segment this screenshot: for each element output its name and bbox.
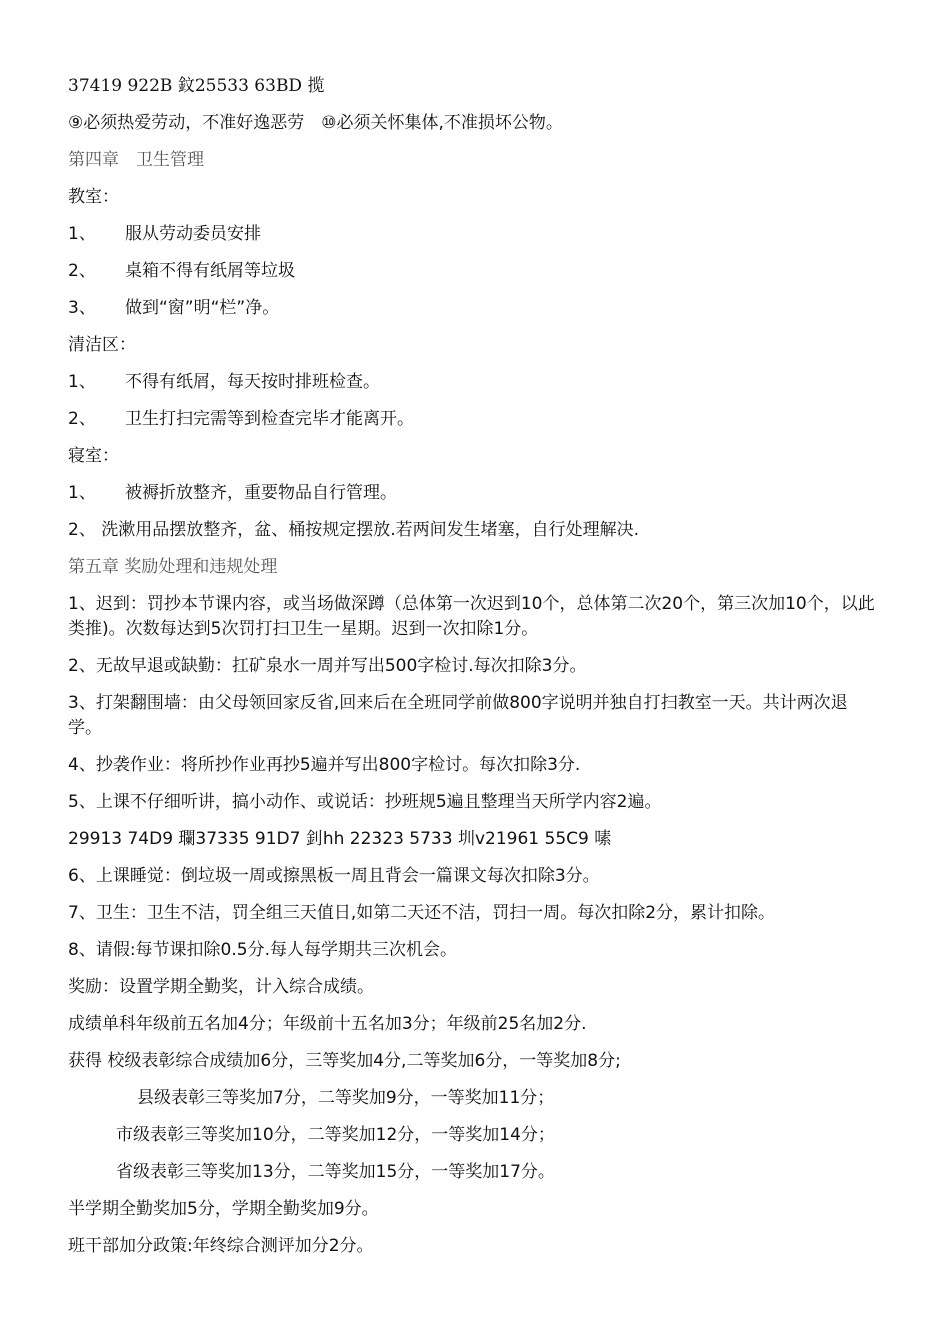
list-number: 1、 bbox=[68, 372, 96, 392]
list-item bbox=[68, 481, 880, 506]
rule-line: 7、卫生：卫生不洁，罚全组三天值日,如第二天还不洁，罚扫一周。每次扣除2分，累计扣除。 bbox=[68, 903, 776, 923]
rule-line: 2、无故早退或缺勤：扛矿泉水一周并写出500字检讨.每次扣除3分。 bbox=[68, 656, 587, 676]
list-text: 做到“窗”明“栏”净。 bbox=[125, 298, 280, 318]
rule-line: 6、上课睡觉：倒垃圾一周或擦黑板一周且背会一篇课文每次扣除3分。 bbox=[68, 866, 600, 886]
chapter-heading: 第四章 卫生管理 bbox=[68, 150, 204, 170]
reward-line: 市级表彰三等奖加10分，二等奖加12分，一等奖加14分； bbox=[116, 1125, 555, 1145]
list-number: 1、 bbox=[68, 224, 96, 244]
rule-line: 8、请假:每节课扣除0.5分.每人每学期共三次机会。 bbox=[68, 940, 457, 960]
list-text: 服从劳动委员安排 bbox=[125, 224, 261, 244]
list-item bbox=[68, 222, 880, 247]
garbled-code-line: 29913 74D9 瓓37335 91D7 釗hh 22323 5733 圳v21961 55C9 嗉 bbox=[68, 829, 612, 849]
section-label: 清洁区： bbox=[68, 335, 136, 355]
list-number: 2、 bbox=[68, 261, 96, 281]
rule-line: 4、抄袭作业：将所抄作业再抄5遍并写出800字检讨。每次扣除3分. bbox=[68, 755, 581, 775]
rule-line: 5、上课不仔细听讲，搞小动作、或说话：抄班规5遍且整理当天所学内容2遍。 bbox=[68, 792, 662, 812]
list-item bbox=[68, 296, 880, 321]
rule-paragraph: 3、打架翻围墙：由父母领回家反省,回来后在全班同学前做800字说明并独自打扫教室一天。共计两次退学。 bbox=[68, 693, 848, 738]
rule-line: 2、 洗漱用品摆放整齐，盆、桶按规定摆放.若两间发生堵塞，自行处理解决. bbox=[68, 520, 640, 540]
list-number: 2、 bbox=[68, 409, 96, 429]
list-text: 桌箱不得有纸屑等垃圾 bbox=[125, 261, 295, 281]
rule-paragraph: 1、迟到：罚抄本节课内容，或当场做深蹲（总体第一次迟到10个，总体第二次20个，第三次加10个，以此类推)。次数每达到5次罚打扫卫生一星期。迟到一次扣除1分。 bbox=[68, 594, 875, 639]
reward-line: 省级表彰三等奖加13分，二等奖加15分，一等奖加17分。 bbox=[116, 1162, 555, 1182]
garbled-code-line: 37419 922B 鈫25533 63BD 揽 bbox=[68, 76, 325, 96]
rule-line: ⑨必须热爱劳动，不准好逸恶劳 ⑩必须关怀集体,不准损坏公物。 bbox=[68, 113, 563, 133]
list-number: 3、 bbox=[68, 298, 96, 318]
list-item bbox=[68, 407, 880, 432]
list-number: 1、 bbox=[68, 483, 96, 503]
section-label: 寝室： bbox=[68, 446, 119, 466]
list-text: 被褥折放整齐，重要物品自行管理。 bbox=[125, 483, 397, 503]
section-label: 教室： bbox=[68, 187, 119, 207]
reward-line: 班干部加分政策:年终综合测评加分2分。 bbox=[68, 1236, 374, 1256]
list-item bbox=[68, 259, 880, 284]
list-item bbox=[68, 370, 880, 395]
reward-line: 县级表彰三等奖加7分，二等奖加9分，一等奖加11分； bbox=[137, 1088, 555, 1108]
chapter-heading: 第五章 奖励处理和违规处理 bbox=[68, 557, 278, 577]
reward-line: 获得 校级表彰综合成绩加6分，三等奖加4分,二等奖加6分，一等奖加8分; bbox=[68, 1051, 621, 1071]
reward-line: 成绩单科年级前五名加4分；年级前十五名加3分；年级前25名加2分. bbox=[68, 1014, 587, 1034]
list-text: 不得有纸屑，每天按时排班检查。 bbox=[125, 372, 380, 392]
reward-line: 奖励：设置学期全勤奖，计入综合成绩。 bbox=[68, 977, 374, 997]
list-text: 卫生打扫完需等到检查完毕才能离开。 bbox=[125, 409, 414, 429]
reward-line: 半学期全勤奖加5分，学期全勤奖加9分。 bbox=[68, 1199, 379, 1219]
